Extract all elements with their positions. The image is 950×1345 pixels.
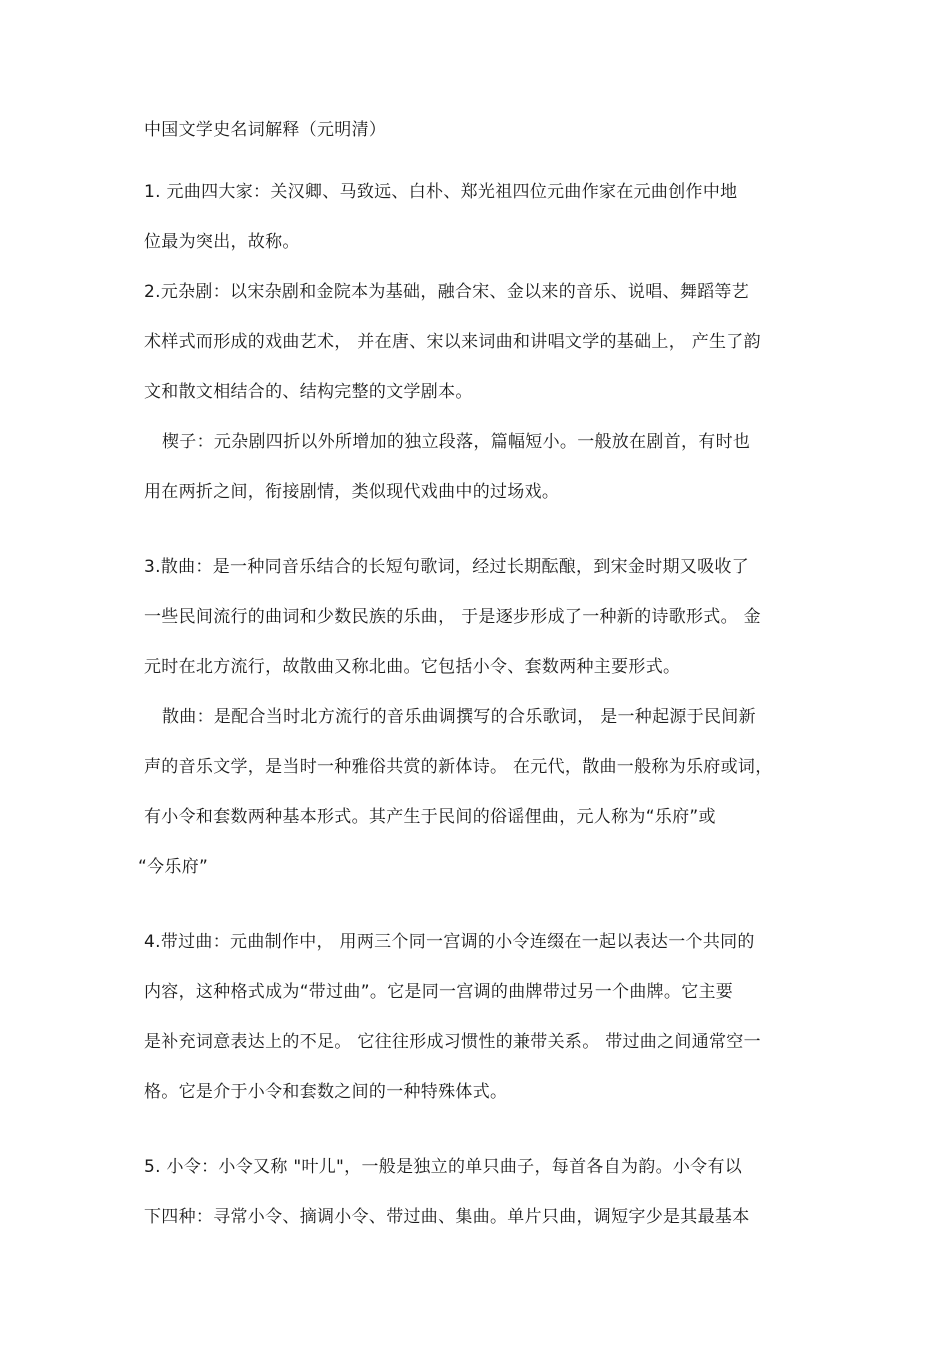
- paragraph-line: 散曲：是配合当时北方流行的音乐曲调撰写的合乐歌词， 是一种起源于民间新: [162, 707, 756, 727]
- paragraph-line: 元时在北方流行，故散曲又称北曲。它包括小令、套数两种主要形式。: [144, 657, 681, 677]
- paragraph-line: 声的音乐文学，是当时一种雅俗共赏的新体诗。 在元代，散曲一般称为乐府或词，: [144, 757, 773, 777]
- paragraph-line: 楔子：元杂剧四折以外所增加的独立段落，篇幅短小。一般放在剧首，有时也: [162, 432, 751, 452]
- paragraph-line: 有小令和套数两种基本形式。其产生于民间的俗谣俚曲，元人称为“乐府”或: [144, 807, 716, 827]
- paragraph-line: 2.元杂剧：以宋杂剧和金院本为基础，融合宋、金以来的音乐、说唱、舞蹈等艺: [144, 282, 750, 302]
- paragraph-line: 内容，这种格式成为“带过曲”。它是同一宫调的曲牌带过另一个曲牌。它主要: [144, 982, 734, 1002]
- paragraph-line: 文和散文相结合的、结构完整的文学剧本。: [144, 382, 473, 402]
- paragraph-line: 1. 元曲四大家：关汉卿、马致远、白朴、郑光祖四位元曲作家在元曲创作中地: [144, 182, 738, 202]
- paragraph-line: 一些民间流行的曲词和少数民族的乐曲， 于是逐步形成了一种新的诗歌形式。 金: [144, 607, 761, 627]
- paragraph-line: 4.带过曲：元曲制作中， 用两三个同一宫调的小令连缀在一起以表达一个共同的: [144, 932, 755, 952]
- paragraph-line: 下四种：寻常小令、摘调小令、带过曲、集曲。单片只曲，调短字少是其最基本: [144, 1207, 750, 1227]
- paragraph-line: 5. 小令：小令又称 "叶儿"，一般是独立的单只曲子，每首各自为韵。小令有以: [144, 1157, 743, 1177]
- paragraph-line: 3.散曲：是一种同音乐结合的长短句歌词，经过长期酝酿，到宋金时期又吸收了: [144, 557, 750, 577]
- paragraph-line: 用在两折之间，衔接剧情，类似现代戏曲中的过场戏。: [144, 482, 560, 502]
- paragraph-line: “今乐府”: [138, 857, 209, 877]
- paragraph-line: 是补充词意表达上的不足。 它往往形成习惯性的兼带关系。 带过曲之间通常空一: [144, 1032, 761, 1052]
- paragraph-line: 术样式而形成的戏曲艺术， 并在唐、宋以来词曲和讲唱文学的基础上， 产生了韵: [144, 332, 761, 352]
- paragraph-line: 格。它是介于小令和套数之间的一种特殊体式。: [144, 1082, 508, 1102]
- document-title: 中国文学史名词解释（元明清）: [144, 120, 387, 140]
- paragraph-line: 位最为突出，故称。: [144, 232, 300, 252]
